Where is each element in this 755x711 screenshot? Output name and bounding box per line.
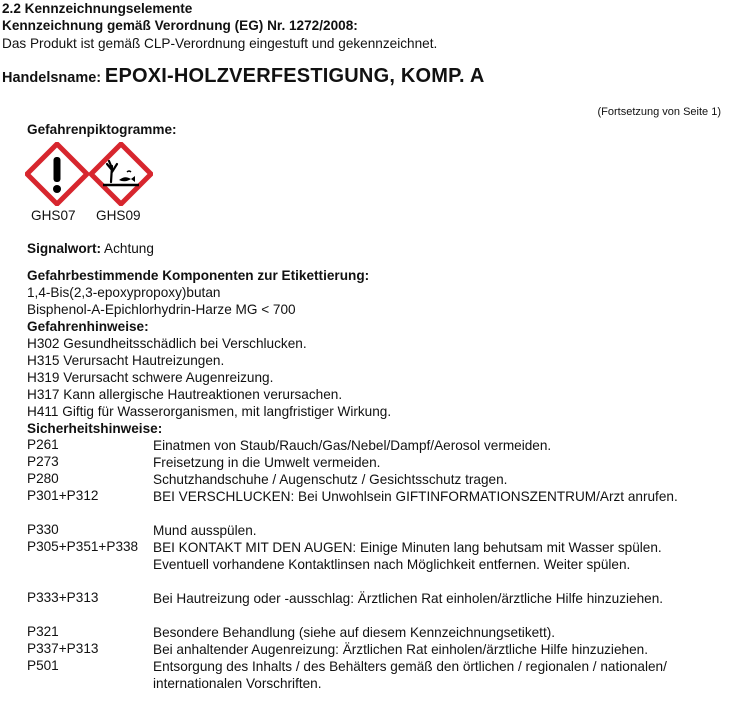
p-text: Bei anhaltender Augenreizung: Ärztlichen Rat einholen/ärztliche Hilfe hinzuziehen. — [153, 642, 648, 657]
section-heading: 2.2 Kennzeichnungselemente — [2, 1, 193, 16]
p-code: P280 — [27, 471, 59, 486]
environment-icon — [89, 142, 153, 206]
p-code: P337+P313 — [27, 641, 99, 656]
precautionary-statements-title: Sicherheitshinweise: — [27, 421, 163, 436]
p-code: P333+P313 — [27, 590, 99, 605]
p-text: Besondere Behandlung (siehe auf diesem Kennzeichnungsetikett). — [153, 625, 556, 640]
component-item: 1,4-Bis(2,3-epoxypropoxy)butan — [27, 285, 221, 300]
hazard-statement: H302 Gesundheitsschädlich bei Verschlucken. — [27, 336, 307, 351]
p-code: P321 — [27, 624, 59, 639]
section-subheading: Kennzeichnung gemäß Verordnung (EG) Nr. 1272/2008: — [2, 18, 358, 33]
p-code: P261 — [27, 437, 59, 452]
p-text: BEI KONTAKT MIT DEN AUGEN: Einige Minuten lang behutsam mit Wasser spülen. Eventuell vorhandene Kontaktlinsen nach Möglichkeit entfernen. Weiter spülen. — [153, 540, 662, 572]
p-text: Bei Hautreizung oder -ausschlag: Ärztlichen Rat einholen/ärztliche Hilfe hinzuziehen. — [153, 591, 664, 606]
hazard-statement: H315 Verursacht Hautreizungen. — [27, 353, 225, 368]
p-code: P501 — [27, 658, 59, 673]
p-text: Entsorgung des Inhalts / des Behälters gemäß den örtlichen / regionalen / nationalen/ internationalen Vorschriften. — [153, 659, 667, 691]
p-code: P305+P351+P338 — [27, 539, 139, 554]
signal-word-value: Achtung — [104, 241, 154, 256]
p-text: BEI VERSCHLUCKEN: Bei Unwohlsein GIFTINFORMATIONSZENTRUM/Arzt anrufen. — [153, 489, 678, 504]
trade-name-value: EPOXI-HOLZVERFESTIGUNG, KOMP. A — [104, 65, 485, 87]
exclamation-mark-icon — [25, 142, 89, 206]
p-text: Schutzhandschuhe / Augenschutz / Gesichtsschutz tragen. — [153, 472, 508, 487]
signal-word-label: Signalwort: — [27, 241, 102, 256]
p-text: Freisetzung in die Umwelt vermeiden. — [153, 455, 381, 470]
trade-name — [2, 65, 484, 88]
components-title: Gefahrbestimmende Komponenten zur Etikettierung: — [27, 268, 370, 283]
pictograms-title: Gefahrenpiktogramme: — [27, 122, 177, 137]
hazard-statement: H317 Kann allergische Hautreaktionen verursachen. — [27, 387, 343, 402]
signal-word — [27, 241, 154, 256]
classification-statement: Das Produkt ist gemäß CLP-Verordnung eingestuft und gekennzeichnet. — [2, 36, 438, 51]
hazard-statements-title: Gefahrenhinweise: — [27, 319, 149, 334]
trade-name-label: Handelsname: — [2, 70, 102, 86]
ghs07-label: GHS07 — [31, 208, 76, 223]
ghs09-label: GHS09 — [96, 208, 141, 223]
hazard-statement: H319 Verursacht schwere Augenreizung. — [27, 370, 274, 385]
continuation-note: (Fortsetzung von Seite 1) — [597, 106, 721, 118]
hazard-statement: H411 Giftig für Wasserorganismen, mit langfristiger Wirkung. — [27, 404, 392, 419]
p-text: Mund ausspülen. — [153, 523, 257, 538]
component-item: Bisphenol-A-Epichlorhydrin-Harze MG < 700 — [27, 302, 296, 317]
p-code: P301+P312 — [27, 488, 99, 503]
p-text: Einatmen von Staub/Rauch/Gas/Nebel/Dampf/Aerosol vermeiden. — [153, 438, 552, 453]
p-code: P330 — [27, 522, 59, 537]
p-code: P273 — [27, 454, 59, 469]
